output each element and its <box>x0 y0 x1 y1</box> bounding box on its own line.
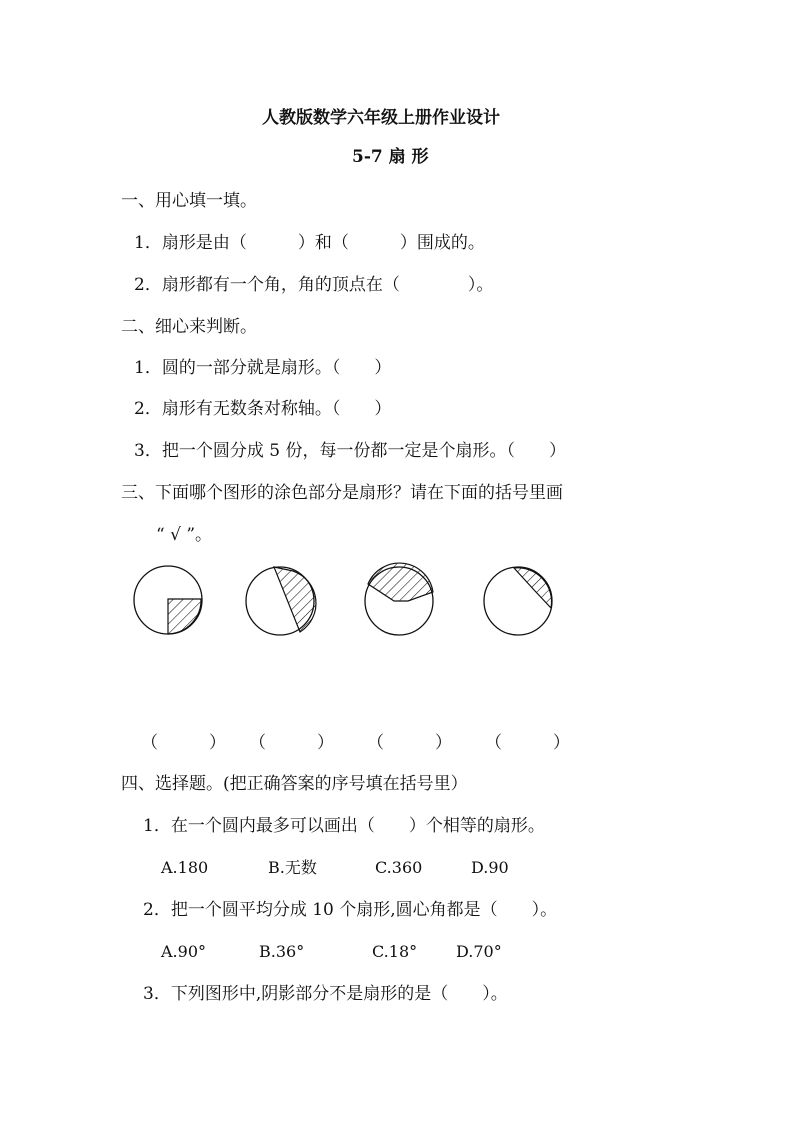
section3-heading-line2: “ √ ”。 <box>156 525 213 545</box>
circle-figure-c <box>365 563 433 635</box>
section1-heading: 一、用心填一填。 <box>121 191 257 211</box>
section4-question-2: 2．把一个圆平均分成 10 个扇形,圆心角都是（ ）。 <box>143 900 558 920</box>
q2-option-d: D.70° <box>456 942 502 961</box>
q1-option-c: C.360 <box>375 858 423 877</box>
section4-question-3: 3．下列图形中,阴影部分不是扇形的是（ ）。 <box>143 984 508 1004</box>
circle-figure-d <box>484 567 552 635</box>
q1-option-d: D.90 <box>471 858 509 877</box>
section4-heading: 四、选择题。(把正确答案的序号填在括号里） <box>121 774 468 794</box>
section1-question-2: 2．扇形都有一个角，角的顶点在（ ）。 <box>134 275 494 295</box>
circle-figure-a <box>134 566 202 634</box>
section2-question-3: 3．把一个圆分成 5 份，每一份都一定是个扇形。（ ） <box>134 441 566 461</box>
page-subtitle: 5-7 扇 形 <box>352 147 429 167</box>
section1-question-1: 1．扇形是由（ ）和（ ）围成的。 <box>134 233 485 253</box>
q1-option-a: A.180 <box>161 858 209 877</box>
section2-question-1: 1．圆的一部分就是扇形。（ ） <box>134 358 392 378</box>
section3-heading-line1: 三、下面哪个图形的涂色部分是扇形？请在下面的括号里画 <box>121 483 563 503</box>
q2-option-b: B.36° <box>259 942 305 961</box>
section2-heading: 二、细心来判断。 <box>121 317 257 337</box>
section2-question-2: 2．扇形有无数条对称轴。（ ） <box>134 399 392 419</box>
q1-option-b: B.无数 <box>268 858 317 877</box>
answer-bracket-b[interactable]: （ ） <box>249 733 334 753</box>
section4-question-1: 1．在一个圆内最多可以画出（ ）个相等的扇形。 <box>143 816 545 836</box>
q2-option-c: C.18° <box>372 942 418 961</box>
page-title: 人教版数学六年级上册作业设计 <box>262 108 500 128</box>
answer-bracket-d[interactable]: （ ） <box>485 733 570 753</box>
answer-bracket-a[interactable]: （ ） <box>141 733 226 753</box>
circle-figure-b <box>246 567 316 635</box>
answer-bracket-c[interactable]: （ ） <box>367 733 452 753</box>
q2-option-a: A.90° <box>161 942 206 961</box>
